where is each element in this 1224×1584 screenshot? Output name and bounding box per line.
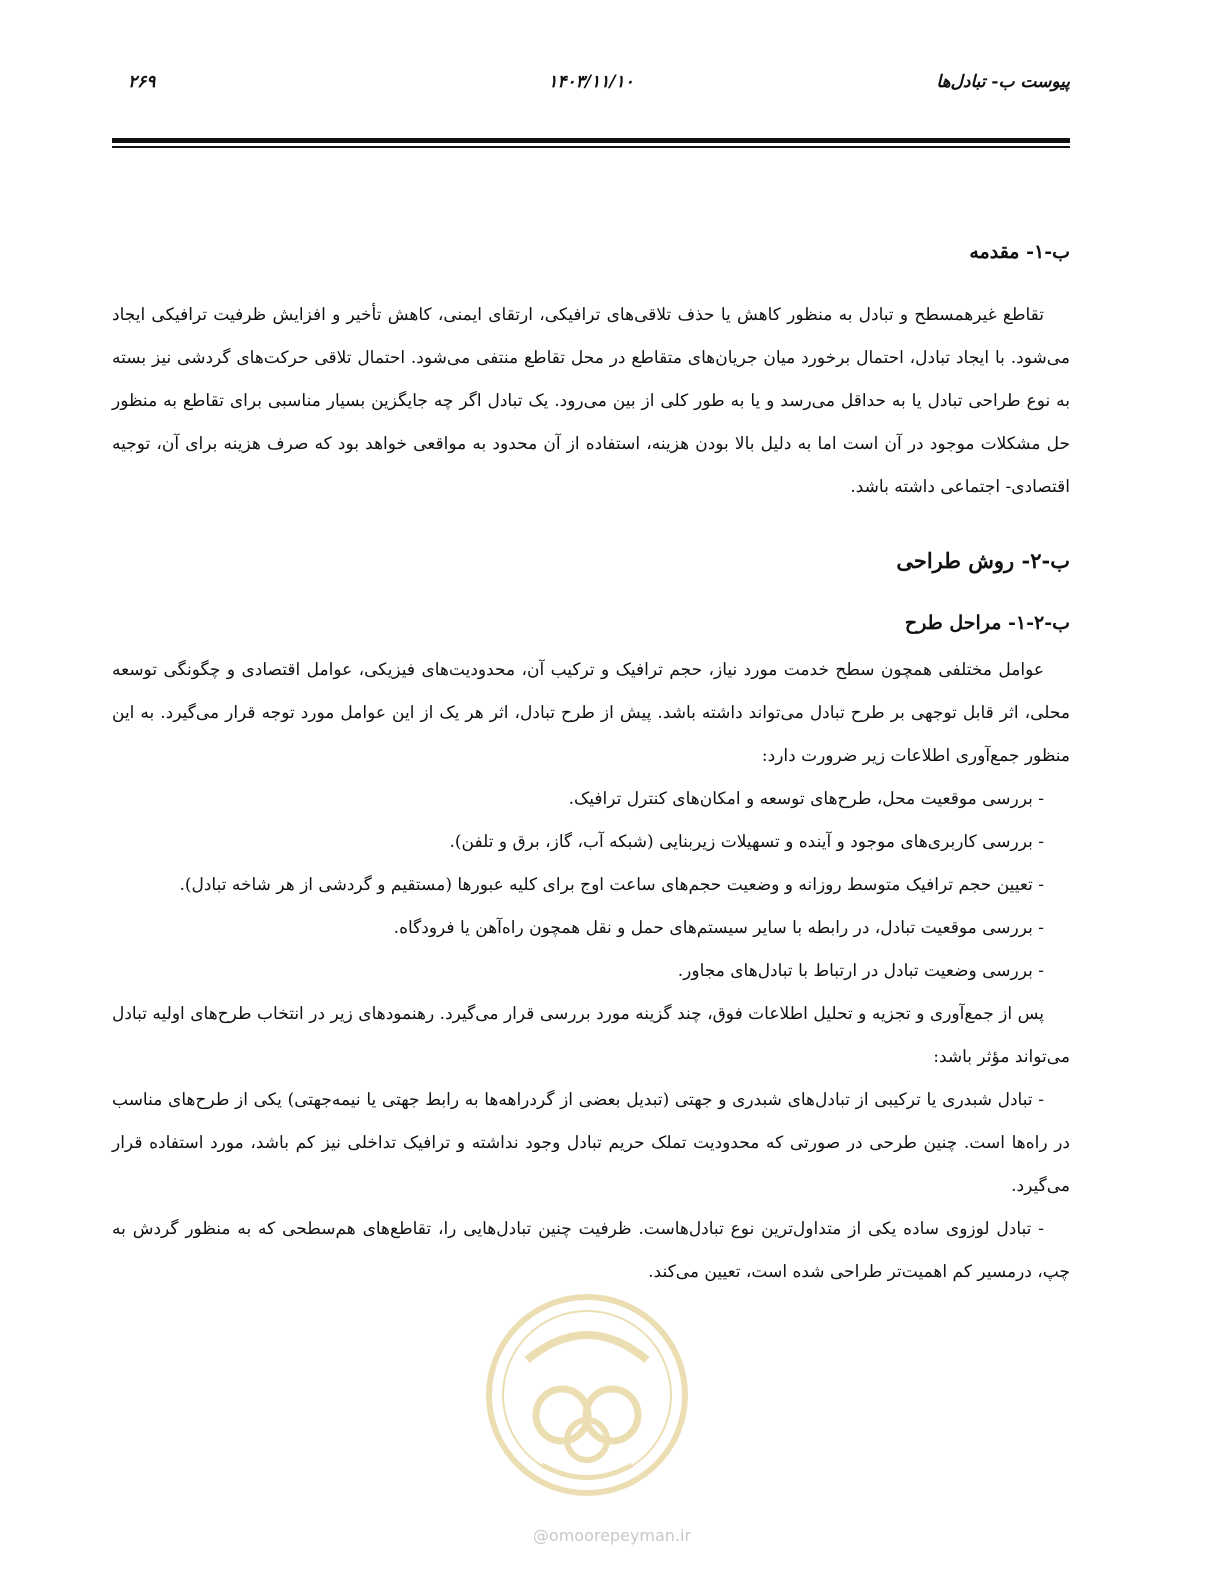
watermark-seal xyxy=(482,1290,692,1500)
header-rule-thin xyxy=(112,146,1070,148)
guideline-paragraph: - تبادل شبدری یا ترکیبی از تبادل‌های شبدری و جهتی (تبدیل بعضی از گردراهه‌ها به رابط جهتی یا نیمه‌جهتی) یکی از طرح‌های مناسب در راه‌ها است. چنین طرحی در صورتی که محدودیت تملک حریم تبادل وجود نداشته و ترافیک تداخلی نیز کم باشد، مورد استفاده قرار می‌گیرد. xyxy=(112,1090,1070,1196)
after-list-paragraph: پس از جمع‌آوری و تجزیه و تحلیل اطلاعات فوق، چند گزینه مورد بررسی قرار می‌گیرد. رهنمودهای زیر در انتخاب طرح‌های اولیه تبادل می‌تواند مؤثر باشد: xyxy=(112,1004,1070,1067)
header-rule-thick xyxy=(112,138,1070,143)
section-2-heading: ب-۲- روش طراحی xyxy=(896,548,1070,573)
section-1-paragraph: تقاطع غیرهمسطح و تبادل به منظور کاهش یا حذف تلاقی‌های ترافیکی، ارتقای ایمنی، کاهش تأخیر و افزایش ظرفیت ترافیکی ایجاد می‌شود. با ایجاد تبادل، احتمال برخورد میان جریان‌های متقاطع در محل تقاطع منتفی می‌شود. احتمال تلاقی حرکت‌های گردشی نیز بسته به نوع طراحی تبادل یا به حداقل می‌رسد و یا به طور کلی از بین می‌رود. یک تبادل اگر چه جایگزین بسیار مناسبی برای تقاطع به منظور حل مشکلات موجود در آن است اما به دلیل بالا بودن هزینه، استفاده از آن محدود به مواقعی خواهد بود که صرف هزینه برای آن، توجیه اقتصادی- اجتماعی داشته باشد. xyxy=(112,305,1070,497)
list-item: - بررسی کاربری‌های موجود و آینده و تسهیلات زیربنایی (شبکه آب، گاز، برق و تلفن). xyxy=(449,832,1044,852)
page-number: ۲۶۹ xyxy=(128,72,156,92)
section-1-heading: ب-۱- مقدمه xyxy=(969,241,1070,263)
list-item: - تعیین حجم ترافیک متوسط روزانه و وضعیت حجم‌های ساعت اوج برای کلیه عبورها (مستقیم و گردشی از هر شاخه تبادل). xyxy=(179,875,1044,895)
header-title: پیوست ب- تبادل‌ها xyxy=(936,72,1070,92)
list-item: - بررسی موقعیت محل، طرح‌های توسعه و امکان‌های کنترل ترافیک. xyxy=(568,789,1044,809)
page-header xyxy=(112,72,1070,102)
watermark-site-text: @omoorepeyman.ir xyxy=(532,1526,692,1545)
header-date: ۱۴۰۳/۱۱/۱۰ xyxy=(548,72,634,92)
document-body xyxy=(112,232,1070,1294)
list-item: - بررسی موقعیت تبادل، در رابطه با سایر سیستم‌های حمل و نقل همچون راه‌آهن یا فرودگاه. xyxy=(393,918,1044,938)
guideline-paragraph: - تبادل لوزوی ساده یکی از متداول‌ترین نوع تبادل‌هاست. ظرفیت چنین تبادل‌هایی را، تقاطع‌های هم‌سطحی که به منظور گردش به چپ، درمسیر کم اهمیت‌تر طراحی شده است، تعیین می‌کند. xyxy=(112,1219,1070,1282)
subsection-intro-paragraph: عوامل مختلفی همچون سطح خدمت مورد نیاز، حجم ترافیک و ترکیب آن، محدودیت‌های فیزیکی، عوامل اقتصادی و چگونگی توسعه محلی، اثر قابل توجهی بر طرح تبادل می‌تواند داشته باشد. پیش از طرح تبادل، اثر هر یک از این عوامل مورد توجه قرار می‌گیرد. به این منظور جمع‌آوری اطلاعات زیر ضرورت دارد: xyxy=(112,660,1070,766)
list-item: - بررسی وضعیت تبادل در ارتباط با تبادل‌های مجاور. xyxy=(677,961,1044,981)
subsection-2-1-heading: ب-۲-۱- مراحل طرح xyxy=(904,612,1070,634)
